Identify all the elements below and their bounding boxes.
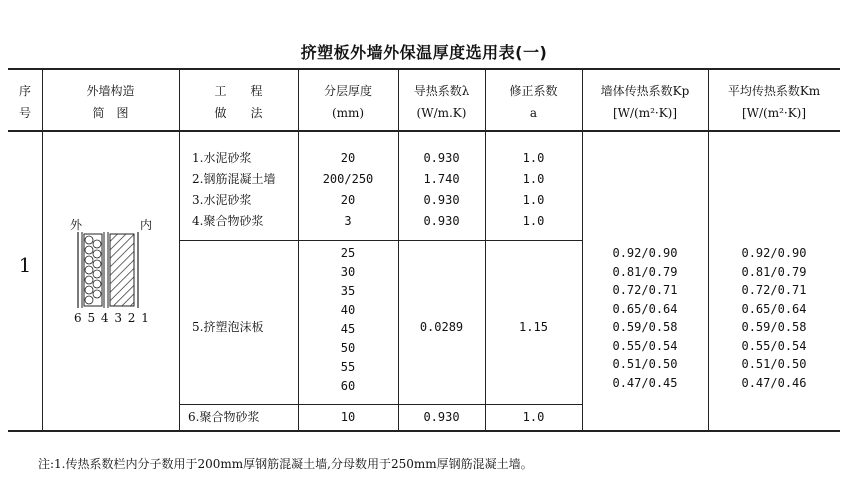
insulation-thickness: 50 xyxy=(340,341,356,355)
layer-name: 2.钢筋混凝土墙 xyxy=(192,172,276,186)
insulation-correction: 1.15 xyxy=(519,320,548,334)
km-value: 0.65/0.64 xyxy=(741,301,807,316)
footnote: 注:1.传热系数栏内分子数用于200mm厚钢筋混凝土墙,分母数用于250mm厚钢筋混凝土墙。 xyxy=(38,457,533,471)
insulation-name: 5.挤塑泡沫板 xyxy=(192,320,264,334)
table-title: 挤塑板外墙外保温厚度选用表(一) xyxy=(300,43,548,62)
layers-top-names xyxy=(192,148,275,232)
layer-name: 3.水泥砂浆 xyxy=(192,193,252,207)
layer-thickness: 20 xyxy=(340,151,356,165)
header-structure: 外墙构造 简 图 xyxy=(86,84,135,120)
insulation-thickness: 35 xyxy=(340,284,356,298)
insulation-top-line xyxy=(179,240,582,241)
bottom-layer-thickness: 10 xyxy=(340,410,356,424)
layers-top-lambda xyxy=(398,148,485,232)
bottom-layer-name: 6.聚合物砂浆 xyxy=(188,410,260,424)
layer-correction: 1.0 xyxy=(522,172,545,186)
insulation-lambda: 0.0289 xyxy=(419,320,464,334)
layer-name: 4.聚合物砂浆 xyxy=(192,214,264,228)
kp-values xyxy=(582,244,708,392)
header-method: 工 程 做 法 xyxy=(214,84,263,120)
km-value: 0.59/0.58 xyxy=(741,320,807,334)
layer-thickness: 20 xyxy=(340,193,356,207)
layer-lambda: 0.930 xyxy=(423,193,460,207)
diagram-outer-label: 外 xyxy=(70,218,83,232)
bottom-layer-lambda: 0.930 xyxy=(423,410,460,424)
layer-lambda: 1.740 xyxy=(423,172,460,186)
layers-top-correction xyxy=(485,148,582,232)
bottom-layer-top-line xyxy=(179,404,582,405)
diagram-layer-numbers: 6 5 4 3 2 1 xyxy=(74,311,150,325)
layer-lambda: 0.930 xyxy=(423,151,460,165)
layers-top-thickness xyxy=(298,148,398,232)
kp-value: 0.59/0.58 xyxy=(612,320,678,334)
km-value: 0.92/0.90 xyxy=(741,246,807,260)
layer-thickness: 200/250 xyxy=(322,172,374,186)
km-values xyxy=(708,244,840,392)
wall-section-graphic xyxy=(68,232,168,322)
kp-value: 0.65/0.64 xyxy=(612,301,678,316)
header-bottom-border xyxy=(8,130,840,132)
diagram-inner-label: 内 xyxy=(140,218,153,232)
kp-value: 0.47/0.45 xyxy=(612,375,678,390)
header-kp: 墙体传热系数Kp [W/(m²·K)] xyxy=(600,84,690,120)
insulation-thickness: 30 xyxy=(340,265,356,279)
kp-value: 0.81/0.79 xyxy=(612,264,678,279)
table-bottom-border xyxy=(8,430,840,432)
table-top-border xyxy=(8,68,840,70)
insulation-thickness: 40 xyxy=(340,303,356,317)
layer-lambda: 0.930 xyxy=(423,214,460,228)
kp-value: 0.72/0.71 xyxy=(612,283,678,297)
wall-diagram xyxy=(68,218,168,328)
header-conductivity: 导热系数λ (W/m.K) xyxy=(413,84,470,120)
km-value: 0.72/0.71 xyxy=(741,283,807,297)
col-divider-7 xyxy=(485,68,486,432)
insulation-thicknesses xyxy=(298,244,398,396)
km-value: 0.47/0.46 xyxy=(741,375,807,390)
col-divider-2 xyxy=(179,68,180,432)
layer-correction: 1.0 xyxy=(522,151,545,165)
kp-value: 0.55/0.54 xyxy=(612,338,678,353)
layer-correction: 1.0 xyxy=(522,193,545,207)
row-seq: 1 xyxy=(18,253,32,277)
insulation-thickness: 25 xyxy=(340,246,356,260)
km-value: 0.55/0.54 xyxy=(741,338,807,353)
kp-value: 0.92/0.90 xyxy=(612,246,678,260)
insulation-thickness: 60 xyxy=(340,379,356,393)
insulation-thickness: 55 xyxy=(340,360,356,374)
col-divider-1 xyxy=(42,68,43,432)
header-km: 平均传热系数Km [W/(m²·K)] xyxy=(727,84,821,120)
header-thickness: 分层厚度 (mm) xyxy=(323,84,372,120)
layer-thickness: 3 xyxy=(344,214,352,228)
header-seq: 序 号 xyxy=(18,84,31,120)
insulation-thickness: 45 xyxy=(340,322,356,336)
col-divider-4 xyxy=(398,68,399,432)
header-correction: 修正系数 a xyxy=(509,84,558,120)
layer-name: 1.水泥砂浆 xyxy=(192,151,252,165)
kp-value: 0.51/0.50 xyxy=(612,357,678,371)
bottom-layer-correction: 1.0 xyxy=(522,410,545,424)
km-value: 0.81/0.79 xyxy=(741,264,807,279)
layer-correction: 1.0 xyxy=(522,214,545,228)
selection-table xyxy=(8,68,840,432)
km-value: 0.51/0.50 xyxy=(741,357,807,371)
